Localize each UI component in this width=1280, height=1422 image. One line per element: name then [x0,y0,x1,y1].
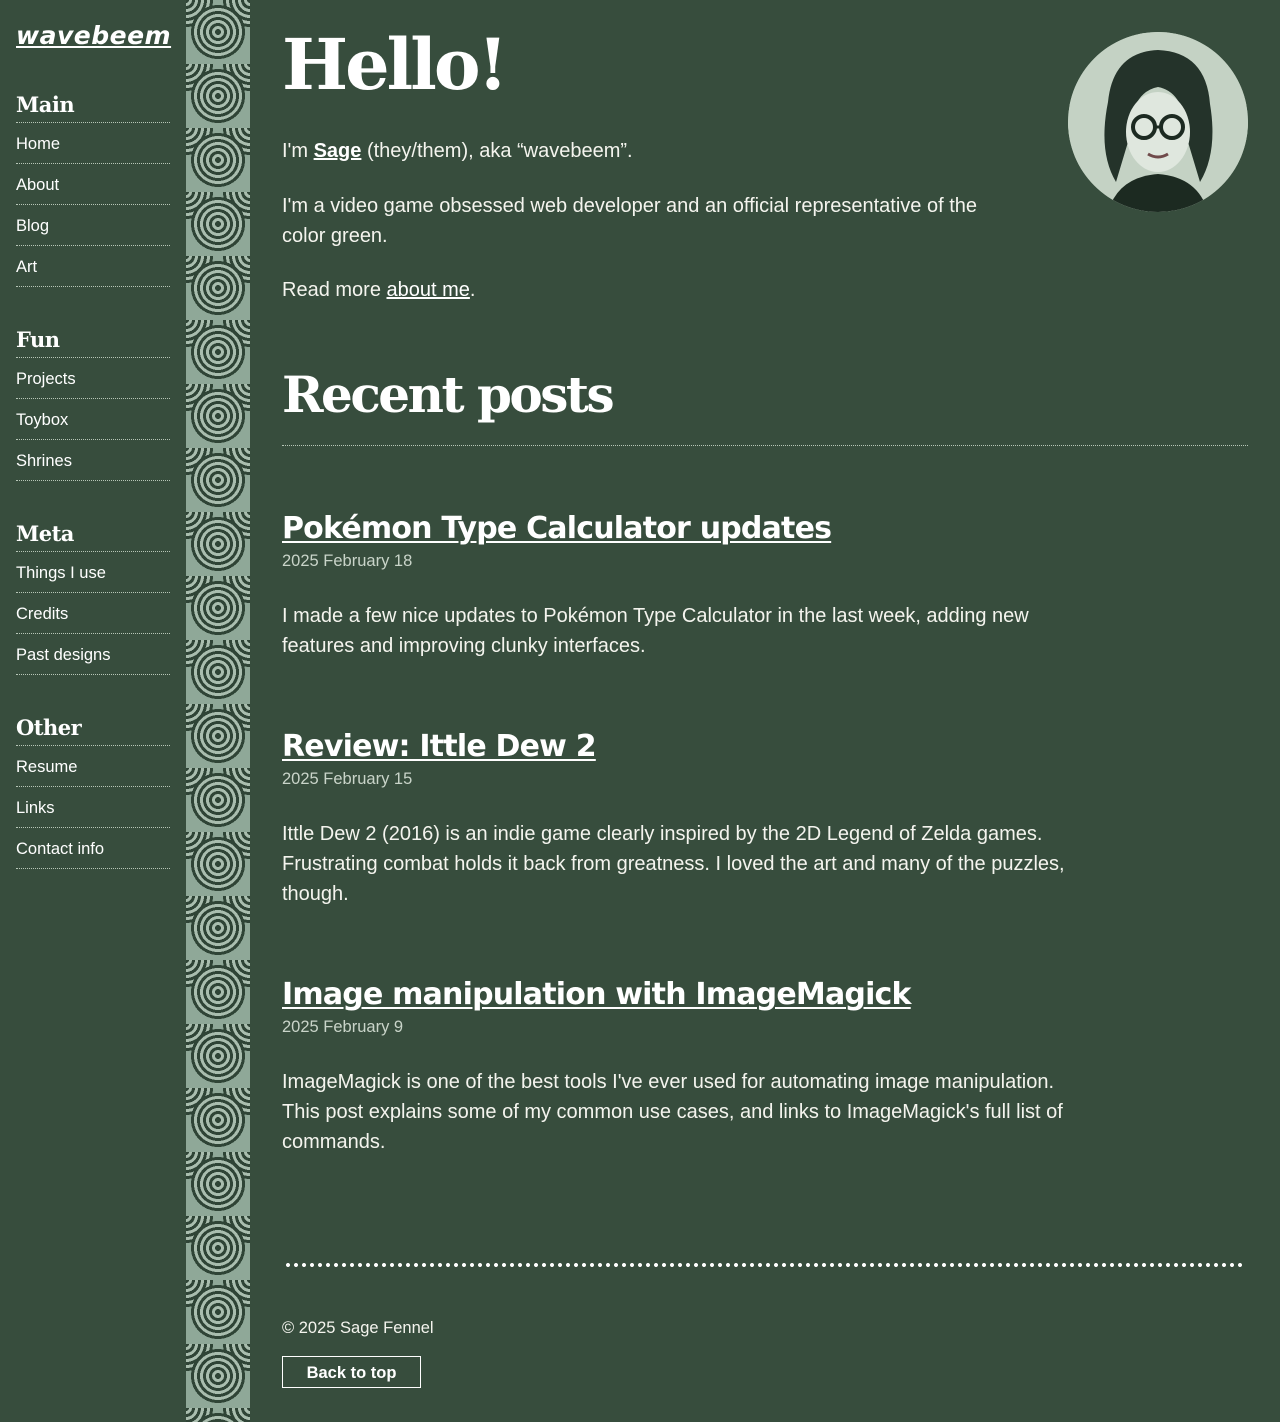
nav-item-credits[interactable]: Credits [16,593,170,634]
page-title: Hello! [282,23,506,106]
nav-group-meta [16,521,170,675]
copyright-text: © 2025 Sage Fennel [282,1319,434,1337]
post-date: 2025 February 15 [282,770,413,788]
nav-heading-main: Main [16,92,170,123]
nav-item-things-i-use[interactable]: Things I use [16,552,170,593]
intro-line [282,136,1022,166]
post-excerpt: I made a few nice updates to Pokémon Type Calculator in the last week, adding new features and improving clunky interfaces. [282,605,1029,657]
recent-posts-heading: Recent posts [282,365,613,424]
post-title [282,975,1082,1015]
main-content [282,0,1248,1422]
post-date: 2025 February 9 [282,1018,404,1036]
about-me-link[interactable]: about me [386,279,470,301]
footer-divider [284,1262,1246,1268]
post-title-link[interactable]: Image manipulation with ImageMagick [282,977,911,1012]
avatar [1068,32,1248,212]
nav-group-other [16,715,170,869]
decorative-pattern-strip [186,0,250,1422]
nav-item-contact-info[interactable]: Contact info [16,828,170,869]
nav-item-resume[interactable]: Resume [16,746,170,787]
nav-item-projects[interactable]: Projects [16,358,170,399]
nav-group-fun [16,327,170,481]
site-logo[interactable]: wavebeem [16,21,172,50]
bio-text: I'm a video game obsessed web developer and an official representative of the color green. [282,195,977,247]
intro-prefix: I'm [282,140,314,162]
nav-item-about[interactable]: About [16,164,170,205]
nav-heading-fun: Fun [16,327,170,358]
intro-suffix: (they/them), aka “wavebeem”. [361,140,633,162]
post-excerpt: ImageMagick is one of the best tools I've ever used for automating image manipulation. This post explains some of my common use cases, and links to ImageMagick's full list of commands. [282,1071,1063,1153]
nav-item-past-designs[interactable]: Past designs [16,634,170,675]
post-title-link[interactable]: Review: Ittle Dew 2 [282,729,596,764]
post-item [282,509,1082,661]
read-more-prefix: Read more [282,279,387,301]
nav-item-links[interactable]: Links [16,787,170,828]
post-item [282,727,1082,909]
post-date: 2025 February 18 [282,552,413,570]
back-to-top-button[interactable]: Back to top [282,1356,421,1388]
nav-heading-other: Other [16,715,170,746]
avatar-portrait-icon [1068,32,1248,212]
post-title [282,509,1082,549]
nav-item-blog[interactable]: Blog [16,205,170,246]
post-excerpt: Ittle Dew 2 (2016) is an indie game clearly inspired by the 2D Legend of Zelda games. Frustrating combat holds it back from greatness. I loved the art and many of the puzzles, though. [282,823,1065,905]
post-title [282,727,1082,767]
sidebar [0,0,186,1422]
post-item [282,975,1082,1157]
read-more-line [282,275,1022,305]
read-more-suffix: . [469,279,476,301]
nav-item-toybox[interactable]: Toybox [16,399,170,440]
post-title-link[interactable]: Pokémon Type Calculator updates [282,511,832,546]
nav-item-art[interactable]: Art [16,246,170,287]
nav-item-home[interactable]: Home [16,123,170,164]
section-divider [282,445,1248,446]
nav-heading-meta: Meta [16,521,170,552]
nav-group-main [16,92,170,287]
name-link[interactable]: Sage [313,140,362,162]
nav-item-shrines[interactable]: Shrines [16,440,170,481]
